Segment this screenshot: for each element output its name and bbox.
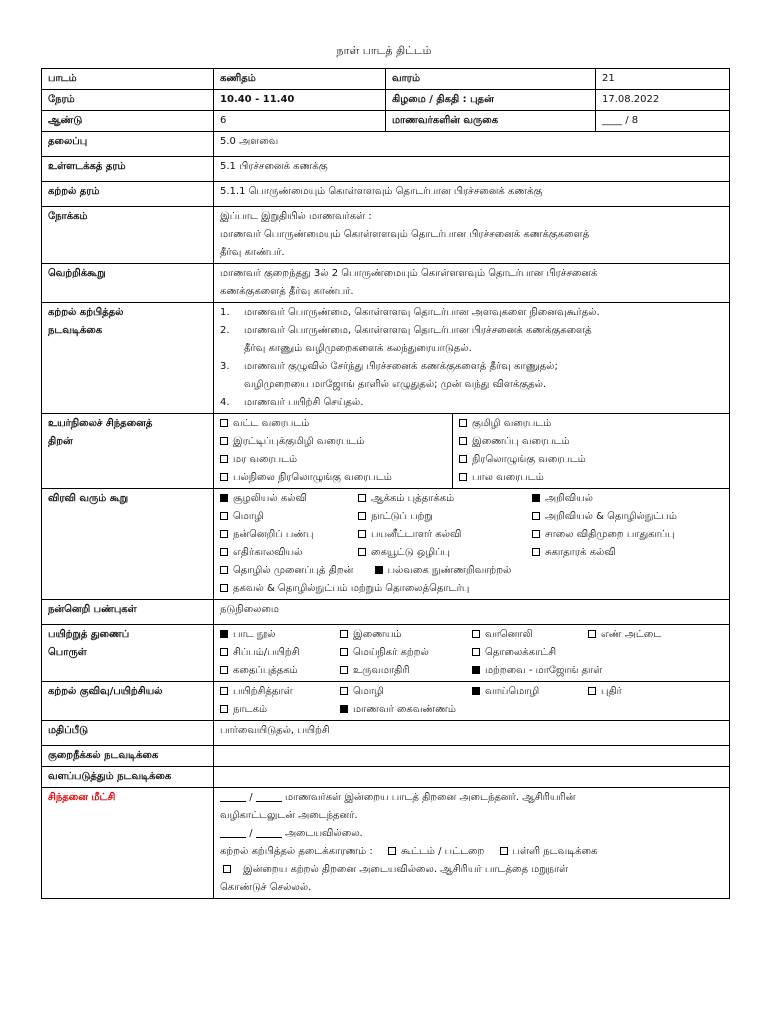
emk-options [214, 489, 730, 600]
checkbox[interactable] [220, 687, 228, 695]
outcome-option[interactable] [220, 683, 336, 701]
checkbox[interactable] [220, 584, 228, 592]
emk-option[interactable] [358, 526, 528, 544]
materials-label [42, 625, 214, 682]
materials-grid [220, 626, 723, 680]
outcome-option[interactable] [340, 683, 468, 701]
material-option[interactable] [220, 662, 336, 680]
row-learning-standard [42, 182, 730, 207]
outcome-option[interactable] [472, 683, 584, 701]
objective-line: இப்பாட இறுதியில் மாணவர்கள் : [220, 211, 372, 222]
checkbox[interactable] [472, 687, 480, 695]
emk-option[interactable] [358, 490, 528, 508]
checkbox[interactable] [220, 419, 228, 427]
material-option[interactable] [472, 662, 723, 680]
emk-option[interactable] [358, 544, 528, 562]
checkbox[interactable] [340, 648, 348, 656]
activity-number: 3. [220, 361, 230, 372]
row-enrichment [42, 767, 730, 788]
row-subject [42, 69, 730, 90]
hots-option[interactable] [220, 433, 446, 451]
activities-label-line: கற்றல் கற்பித்தல் [48, 307, 124, 318]
checkbox[interactable] [459, 437, 467, 445]
material-option-label: சிப்பம்/பயிற்சி [233, 647, 300, 658]
activity-text: மாணவர் பயிற்சி செய்தல். [244, 397, 364, 408]
checkbox[interactable] [532, 530, 540, 538]
emk-option[interactable] [220, 562, 353, 580]
activities-list [214, 303, 730, 414]
success-criteria-value [214, 264, 730, 303]
activity-item [220, 304, 723, 322]
hots-option-label: நிரலொழுங்கு வரைபடம் [472, 454, 586, 465]
slash: / [249, 792, 253, 803]
checkbox[interactable] [220, 705, 228, 713]
emk-option-label: நன்னெறிப் பண்பு [233, 529, 314, 540]
time-label: நேரம் [42, 90, 214, 111]
hots-label [42, 414, 214, 489]
activity-text: மாணவர் பொருண்மை, கொள்ளளவு தொடர்பான அளவுகளை நினைவுகூர்தல். [244, 307, 600, 318]
reflection-option-label: பள்ளி நடவடிக்கை [512, 846, 598, 857]
objective-value [214, 207, 730, 264]
row-reflection [42, 788, 730, 899]
reflection-content [214, 788, 730, 899]
values-value: நடுநிலைமை [214, 600, 730, 625]
topic-label: தலைப்பு [42, 132, 214, 157]
week-label: வாரம் [386, 69, 596, 90]
emk-option[interactable] [532, 508, 723, 526]
checkbox[interactable] [220, 455, 228, 463]
objective-line: தீர்வு காண்பர். [220, 247, 285, 258]
checkbox[interactable] [459, 419, 467, 427]
emk-extra-row [220, 580, 723, 598]
year-label: ஆண்டு [42, 111, 214, 132]
material-option-label: தொலைக்காட்சி [485, 647, 557, 658]
values-label: நன்னெறி பண்புகள் [42, 600, 214, 625]
material-option[interactable] [472, 644, 723, 662]
blank-field[interactable] [256, 827, 282, 838]
hots-grid [214, 414, 729, 488]
material-option[interactable] [340, 626, 468, 644]
checkbox[interactable] [220, 566, 228, 574]
reflection-line [220, 825, 723, 843]
row-time [42, 90, 730, 111]
emk-option-label: சாலை விதிமுறை பாதுகாப்பு [545, 529, 675, 540]
activity-item [220, 358, 723, 376]
subject-value: கணிதம் [214, 69, 386, 90]
checkbox[interactable] [358, 548, 366, 556]
activities-label [42, 303, 214, 414]
checkbox[interactable] [358, 530, 366, 538]
checkbox[interactable] [340, 630, 348, 638]
checkbox[interactable] [375, 566, 383, 574]
checkbox[interactable] [220, 548, 228, 556]
checkbox[interactable] [220, 473, 228, 481]
activity-text: மாணவர் பொருண்மை, கொள்ளளவு தொடர்பான பிரச்சனைக் கணக்குகளைத் [244, 325, 592, 336]
checkbox[interactable] [220, 437, 228, 445]
reflection-line [220, 789, 723, 807]
activity-item [220, 394, 723, 412]
year-value: 6 [214, 111, 386, 132]
learning-standard-label: கற்றல் தரம் [42, 182, 214, 207]
emk-option-label: சுகாதாரக் கல்வி [545, 547, 616, 558]
emk-option[interactable] [375, 562, 512, 580]
outcome-option[interactable] [588, 683, 723, 701]
row-materials [42, 625, 730, 682]
reflection-label: சிந்தனை மீட்சி [42, 788, 214, 899]
material-option-label: எண் அட்டை [601, 629, 662, 640]
reflection-line [220, 843, 723, 861]
attendance-total: / 8 [625, 115, 639, 126]
materials-label-line: பயிற்றுத் துணைப் [48, 629, 130, 640]
checkbox[interactable] [340, 666, 348, 674]
enrichment-label: வளப்படுத்தும் நடவடிக்கை [42, 767, 214, 788]
checkbox[interactable] [220, 512, 228, 520]
reflection-line: கொண்டுச் செல்லல். [220, 882, 312, 893]
outcome-option-label: மாணவர் கைவண்ணம் [353, 704, 456, 715]
slash: / [249, 828, 253, 839]
hots-label-line: திறன் [48, 436, 73, 447]
hots-option-label: பல்நிலை நிரலொழுங்கு வரைபடம் [233, 472, 392, 483]
learning-standard-value: 5.1.1 பொருண்மையும் கொள்ளளவும் தொடர்பான பிரச்சனைக் கணக்கு [214, 182, 730, 207]
subject-label: பாடம் [42, 69, 214, 90]
checkbox[interactable] [388, 847, 396, 855]
emk-option[interactable] [220, 490, 354, 508]
activity-number: 1. [220, 307, 230, 318]
checkbox[interactable] [472, 648, 480, 656]
outcome-option-label: பயிற்சித்தாள் [233, 686, 293, 697]
material-option-label: கதைப்புத்தகம் [233, 665, 298, 676]
success-criteria-label: வெற்றிக்கூறு [42, 264, 214, 303]
day-date-label: கிழமை / திகதி : புதன் [386, 90, 596, 111]
outcome-option-label: நாடகம் [233, 704, 268, 715]
checkbox[interactable] [472, 666, 480, 674]
hots-option[interactable] [220, 451, 446, 469]
emk-option[interactable] [220, 544, 354, 562]
attendance-blank: ____ [602, 115, 622, 126]
outcome-options [214, 682, 730, 721]
row-outcome [42, 682, 730, 721]
material-option[interactable] [340, 644, 468, 662]
checkbox[interactable] [340, 687, 348, 695]
enrichment-value[interactable] [214, 767, 730, 788]
hots-options [214, 414, 730, 489]
checkbox[interactable] [532, 494, 540, 502]
remedial-label: குறைநீக்கல் நடவடிக்கை [42, 746, 214, 767]
row-hots [42, 414, 730, 489]
assessment-value: பார்வையிடுதல், பயிற்சி [214, 721, 730, 746]
materials-label-line: பொருள் [48, 647, 87, 658]
objective-label: நோக்கம் [42, 207, 214, 264]
hots-option[interactable] [220, 415, 446, 433]
outcome-option[interactable] [340, 701, 584, 719]
material-option-label: மெய்நிகர் கற்றல் [353, 647, 429, 658]
material-option-label: உருவமாதிரி [353, 665, 410, 676]
hots-option[interactable] [459, 415, 723, 433]
checkbox[interactable] [220, 630, 228, 638]
reflection-factor: கற்றல் கற்பித்தல் தடைக்காரணம் : [220, 846, 373, 857]
emk-option[interactable] [532, 526, 723, 544]
emk-label: விரவி வரும் கூறு [42, 489, 214, 600]
checkbox[interactable] [223, 865, 231, 873]
week-value: 21 [596, 69, 730, 90]
reflection-text: அடையவில்லை. [284, 828, 363, 839]
checkbox[interactable] [358, 512, 366, 520]
row-values [42, 600, 730, 625]
emk-option[interactable] [220, 580, 469, 598]
outcome-label: கற்றல் குவிவு/பயிற்சியல் [42, 682, 214, 721]
hots-option[interactable] [459, 433, 723, 451]
hots-option-label: குமிழி வரைபடம் [472, 418, 552, 429]
hots-label-line: உயர்நிலைச் சிந்தனைத் [48, 418, 153, 429]
emk-option-label: கையூட்டு ஒழிப்பு [371, 547, 450, 558]
outcome-option[interactable] [220, 701, 336, 719]
material-option[interactable] [588, 626, 723, 644]
emk-option[interactable] [220, 508, 354, 526]
hots-option-label: பால வரைபடம் [472, 472, 544, 483]
criteria-line: கணக்குகளைத் தீர்வு காண்பர். [220, 286, 354, 297]
date-value: 17.08.2022 [596, 90, 730, 111]
checkbox[interactable] [220, 648, 228, 656]
emk-option[interactable] [358, 508, 528, 526]
checkbox[interactable] [220, 666, 228, 674]
reflection-option-label: கூட்டம் / பட்டறை [400, 846, 485, 857]
hots-option-label: மர வரைபடம் [233, 454, 298, 465]
materials-options [214, 625, 730, 682]
attendance-value[interactable] [596, 111, 730, 132]
topic-value: 5.0 அளவை [214, 132, 730, 157]
hots-option-label: இணைப்பு வரைபடம் [472, 436, 570, 447]
activity-item [220, 322, 723, 340]
material-option-label: பாட நூல் [233, 629, 276, 640]
reflection-option[interactable] [500, 843, 598, 861]
checkbox[interactable] [459, 473, 467, 481]
hots-col-right [453, 414, 729, 488]
content-standard-label: உள்ளடக்கத் தரம் [42, 157, 214, 182]
hots-col-left [214, 414, 453, 488]
criteria-line: மாணவர் குறைந்தது 3ல் 2 பொருண்மையும் கொள்ளளவும் தொடர்பான பிரச்சனைக் [220, 268, 598, 279]
emk-option-label: நாட்டுப் பற்று [371, 511, 433, 522]
checkbox[interactable] [220, 494, 228, 502]
emk-option[interactable] [532, 544, 723, 562]
emk-grid [220, 490, 723, 562]
emk-extra-row [220, 562, 723, 580]
emk-option-label: ஆக்கம் புத்தாக்கம் [371, 493, 455, 504]
reflection-text: மாணவர்கள் இன்றைய பாடத் திறனை அடைந்தனர். ஆசிரியரின் [284, 792, 576, 803]
page-title: நாள் பாடத் திட்டம் [336, 44, 432, 57]
reflection-line [220, 861, 723, 879]
emk-option-label: எதிர்காலவியல் [233, 547, 303, 558]
blank-field[interactable] [220, 791, 246, 802]
checkbox[interactable] [340, 705, 348, 713]
row-topic [42, 132, 730, 157]
emk-option-label: தகவல் & தொழில்நுட்பம் மற்றும் தொலைத்தொடர்பு [233, 583, 470, 594]
row-year [42, 111, 730, 132]
material-option[interactable] [220, 626, 336, 644]
emk-option-label: அறிவியல் & தொழில்நுட்பம் [545, 511, 677, 522]
emk-option-label: பயனீட்டாளர் கல்வி [371, 529, 462, 540]
checkbox[interactable] [472, 630, 480, 638]
row-content-standard [42, 157, 730, 182]
reflection-option[interactable] [388, 843, 484, 861]
emk-option[interactable] [220, 526, 354, 544]
time-value: 10.40 - 11.40 [214, 90, 386, 111]
checkbox[interactable] [532, 512, 540, 520]
row-remedial [42, 746, 730, 767]
checkbox[interactable] [500, 847, 508, 855]
activity-text-cont: தீர்வு காணும் வழிமுறைகளைக் கலந்துரையாடுதல். [244, 343, 472, 354]
reflection-line: வழிகாட்டலுடன் அடைந்தனர். [220, 810, 358, 821]
row-emk [42, 489, 730, 600]
outcome-grid [220, 683, 723, 719]
checkbox[interactable] [588, 630, 596, 638]
activity-number: 4. [220, 397, 230, 408]
emk-option-label: தொழில் முனைப்புத் திறன் [233, 565, 354, 576]
row-success-criteria [42, 264, 730, 303]
checkbox[interactable] [459, 455, 467, 463]
hots-option[interactable] [220, 469, 446, 487]
outcome-option-label: புதிர் [601, 686, 622, 697]
emk-option[interactable] [532, 490, 723, 508]
activities-label-line: நடவடிக்கை [48, 325, 103, 336]
material-option[interactable] [472, 626, 584, 644]
outcome-option-label: மொழி [353, 686, 384, 697]
emk-option-label: பல்வகை நுண்ணறிவாற்றல் [387, 565, 512, 576]
material-option[interactable] [340, 662, 468, 680]
content-standard-value: 5.1 பிரச்சனைக் கணக்கு [214, 157, 730, 182]
lesson-plan-table [41, 68, 730, 899]
hots-option[interactable] [459, 469, 723, 487]
row-assessment [42, 721, 730, 746]
checkbox[interactable] [532, 548, 540, 556]
checkbox[interactable] [588, 687, 596, 695]
material-option-label: மற்றவை - மாஜோங் தாள் [485, 665, 603, 676]
checkbox[interactable] [220, 530, 228, 538]
hots-option[interactable] [459, 451, 723, 469]
row-activities [42, 303, 730, 414]
objective-line: மாணவர் பொருண்மையும் கொள்ளளவும் தொடர்பான பிரச்சனைக் கணக்குகளைத் [220, 229, 590, 240]
emk-option-label: சூழலியல் கல்வி [233, 493, 307, 504]
assessment-label: மதிப்பீடு [42, 721, 214, 746]
activity-text: மாணவர் குழுவில் சேர்ந்து பிரச்சனைக் கணக்குகளைத் தீர்வு காணுதல்; [244, 361, 558, 372]
material-option-label: வானொலி [485, 629, 533, 640]
checkbox[interactable] [358, 494, 366, 502]
hots-option-label: இரட்டிப்புக்குமிழி வரைபடம் [233, 436, 365, 447]
activity-number: 2. [220, 325, 230, 336]
attendance-label: மாணவர்களின் வருகை [386, 111, 596, 132]
material-option[interactable] [220, 644, 336, 662]
row-objective [42, 207, 730, 264]
blank-field[interactable] [220, 827, 246, 838]
outcome-option-label: வாய்மொழி [485, 686, 540, 697]
activity-text-cont: வழிமுறையை மாஜோங் தாளில் எழுதுதல்; முன் வந்து விளக்குதல். [244, 379, 547, 390]
blank-field[interactable] [256, 791, 282, 802]
material-option-label: இணையம் [353, 629, 402, 640]
emk-option-label: அறிவியல் [545, 493, 593, 504]
hots-option-label: வட்ட வரைபடம் [233, 418, 310, 429]
reflection-text: இன்றைய கற்றல் திறனை அடையவில்லை. ஆசிரியர் பாடத்தை மறுநாள் [243, 864, 569, 875]
remedial-value[interactable] [214, 746, 730, 767]
emk-option-label: மொழி [233, 511, 264, 522]
